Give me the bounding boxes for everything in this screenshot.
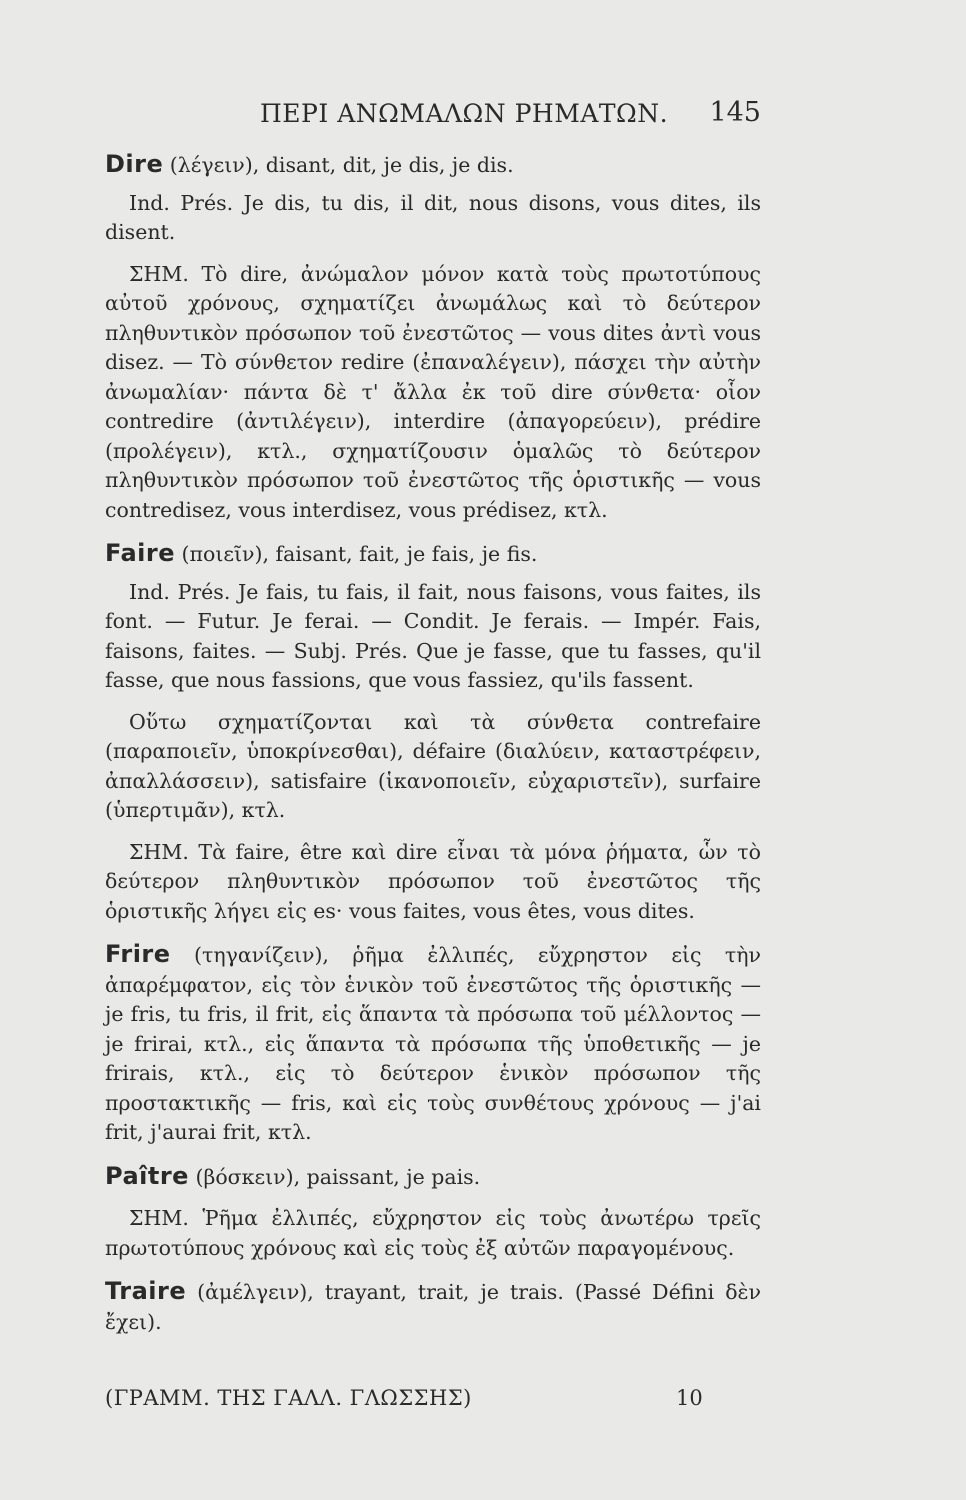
signature-mark: (ΓΡΑΜΜ. ΤΗΣ ΓΑΛΛ. ΓΛΩΣΣΗΣ) xyxy=(105,1386,472,1410)
headword-faire: Faire xyxy=(105,539,176,567)
entry-faire-forms: (ποιεῖν), faisant, fait, je fais, je fis. xyxy=(175,542,538,566)
headword-frire: Frire xyxy=(105,940,171,968)
entry-frire xyxy=(105,940,761,1148)
page-number: 145 xyxy=(709,97,761,128)
entry-dire-forms: (λέγειν), disant, dit, je dis, je dis. xyxy=(163,153,514,177)
entry-paitre xyxy=(105,1162,761,1193)
body-text xyxy=(105,150,761,1337)
entry-traire-forms: (ἀμέλγειν), trayant, trait, je trais. (Passé Défini δὲν ἔχει). xyxy=(105,1280,761,1334)
faire-compounds: Οὕτω σχηματίζονται καὶ τὰ σύνθετα contrefaire (παραποιεῖν, ὑποκρίνεσθαι), défaire (διαλύειν, καταστρέφειν, ἀπαλλάσσειν), satisfaire (ἱκανοποιεῖν, εὐχαριστεῖν), surfaire (ὑπερτιμᾶν), κτλ. xyxy=(105,709,761,822)
page-header xyxy=(0,95,966,135)
sheet-number: 10 xyxy=(676,1386,703,1410)
entry-traire xyxy=(105,1277,761,1337)
entry-paitre-forms: (βόσκειν), paissant, je pais. xyxy=(188,1164,481,1189)
entry-faire xyxy=(105,539,761,570)
headword-dire: Dire xyxy=(105,150,164,178)
entry-frire-forms: (τηγανίζειν), ῥῆμα ἐλλιπές, εὔχρηστον εἰς τὴν ἀπαρέμφατον, εἰς τὸν ἑνικὸν τοῦ ἐνεστῶτος τῆς ὁριστικῆς — je fris, tu fris, il frit, εἰς ἅπαντα τὰ πρόσωπα τοῦ μέλλοντος — je frirai, κτλ., εἰς ἅπαντα τὰ πρόσωπα τῆς ὑποθετικῆς — je frirais, κτλ., εἰς τὸ δεύτερον ἑνικὸν πρόσωπον τῆς προστακτικῆς — fris, καὶ εἰς τοὺς συνθέτους χρόνους — j'ai frit, j'aurai frit, κτλ. xyxy=(105,943,761,1144)
faire-conjugation: Ind. Prés. Je fais, tu fais, il fait, nous faisons, vous faites, ils font. — Futur. Je ferai. — Condit. Je ferais. — Impér. Fais, faisons, faites. — Subj. Prés. Que je fasse, que tu fasses, qu'il fasse, que nous fassions, que vous fassiez, qu'ils fassent. xyxy=(105,579,761,692)
dire-note: ΣΗΜ. Τὸ dire, ἀνώμαλον μόνον κατὰ τοὺς πρωτοτύπους αὐτοῦ χρόνους, σχηματίζει ἀνωμάλως καὶ τὸ δεύτερον πληθυντικὸν πρόσωπον τοῦ ἐνεστῶτος — vous dites ἀντὶ vous disez. — Τὸ σύνθετον redire (ἐπαναλέγειν), πάσχει τὴν αὐτὴν ἀνωμαλίαν· πάντα δὲ τ' ἄλλα ἐκ τοῦ dire σύνθετα· οἷον contredire (ἀντιλέγειν), interdire (ἀπαγορεύειν), prédire (προλέγειν), κτλ., σχηματίζουσιν ὁμαλῶς τὸ δεύτερον πληθυντικὸν πρόσωπον τοῦ ἐνεστῶτος τῆς ὁριστικῆς — vous contredisez, vous interdisez, vous prédisez, κτλ. xyxy=(105,261,761,522)
page-footer xyxy=(0,1386,966,1426)
paitre-note: ΣΗΜ. Ῥῆμα ἐλλιπές, εὔχρηστον εἰς τοὺς ἀνωτέρω τρεῖς πρωτοτύπους χρόνους καὶ εἰς τοὺς ἐξ αὐτῶν παραγομένους. xyxy=(105,1206,761,1260)
headword-traire: Traire xyxy=(105,1277,187,1305)
headword-paitre: Paître xyxy=(105,1161,189,1190)
faire-note: ΣΗΜ. Τὰ faire, être καὶ dire εἶναι τὰ μόνα ῥήματα, ὧν τὸ δεύτερον πληθυντικὸν πρόσωπον τοῦ ἐνεστῶτος τῆς ὁριστικῆς λήγει εἰς es· vous faites, vous êtes, vous dites. xyxy=(105,839,761,923)
entry-dire xyxy=(105,150,761,181)
running-title: ΠΕΡΙ ΑΝΩΜΑΛΩΝ ΡΗΜΑΤΩΝ. xyxy=(260,99,669,128)
dire-conjugation: Ind. Prés. Je dis, tu dis, il dit, nous disons, vous dites, ils disent. xyxy=(105,190,761,244)
